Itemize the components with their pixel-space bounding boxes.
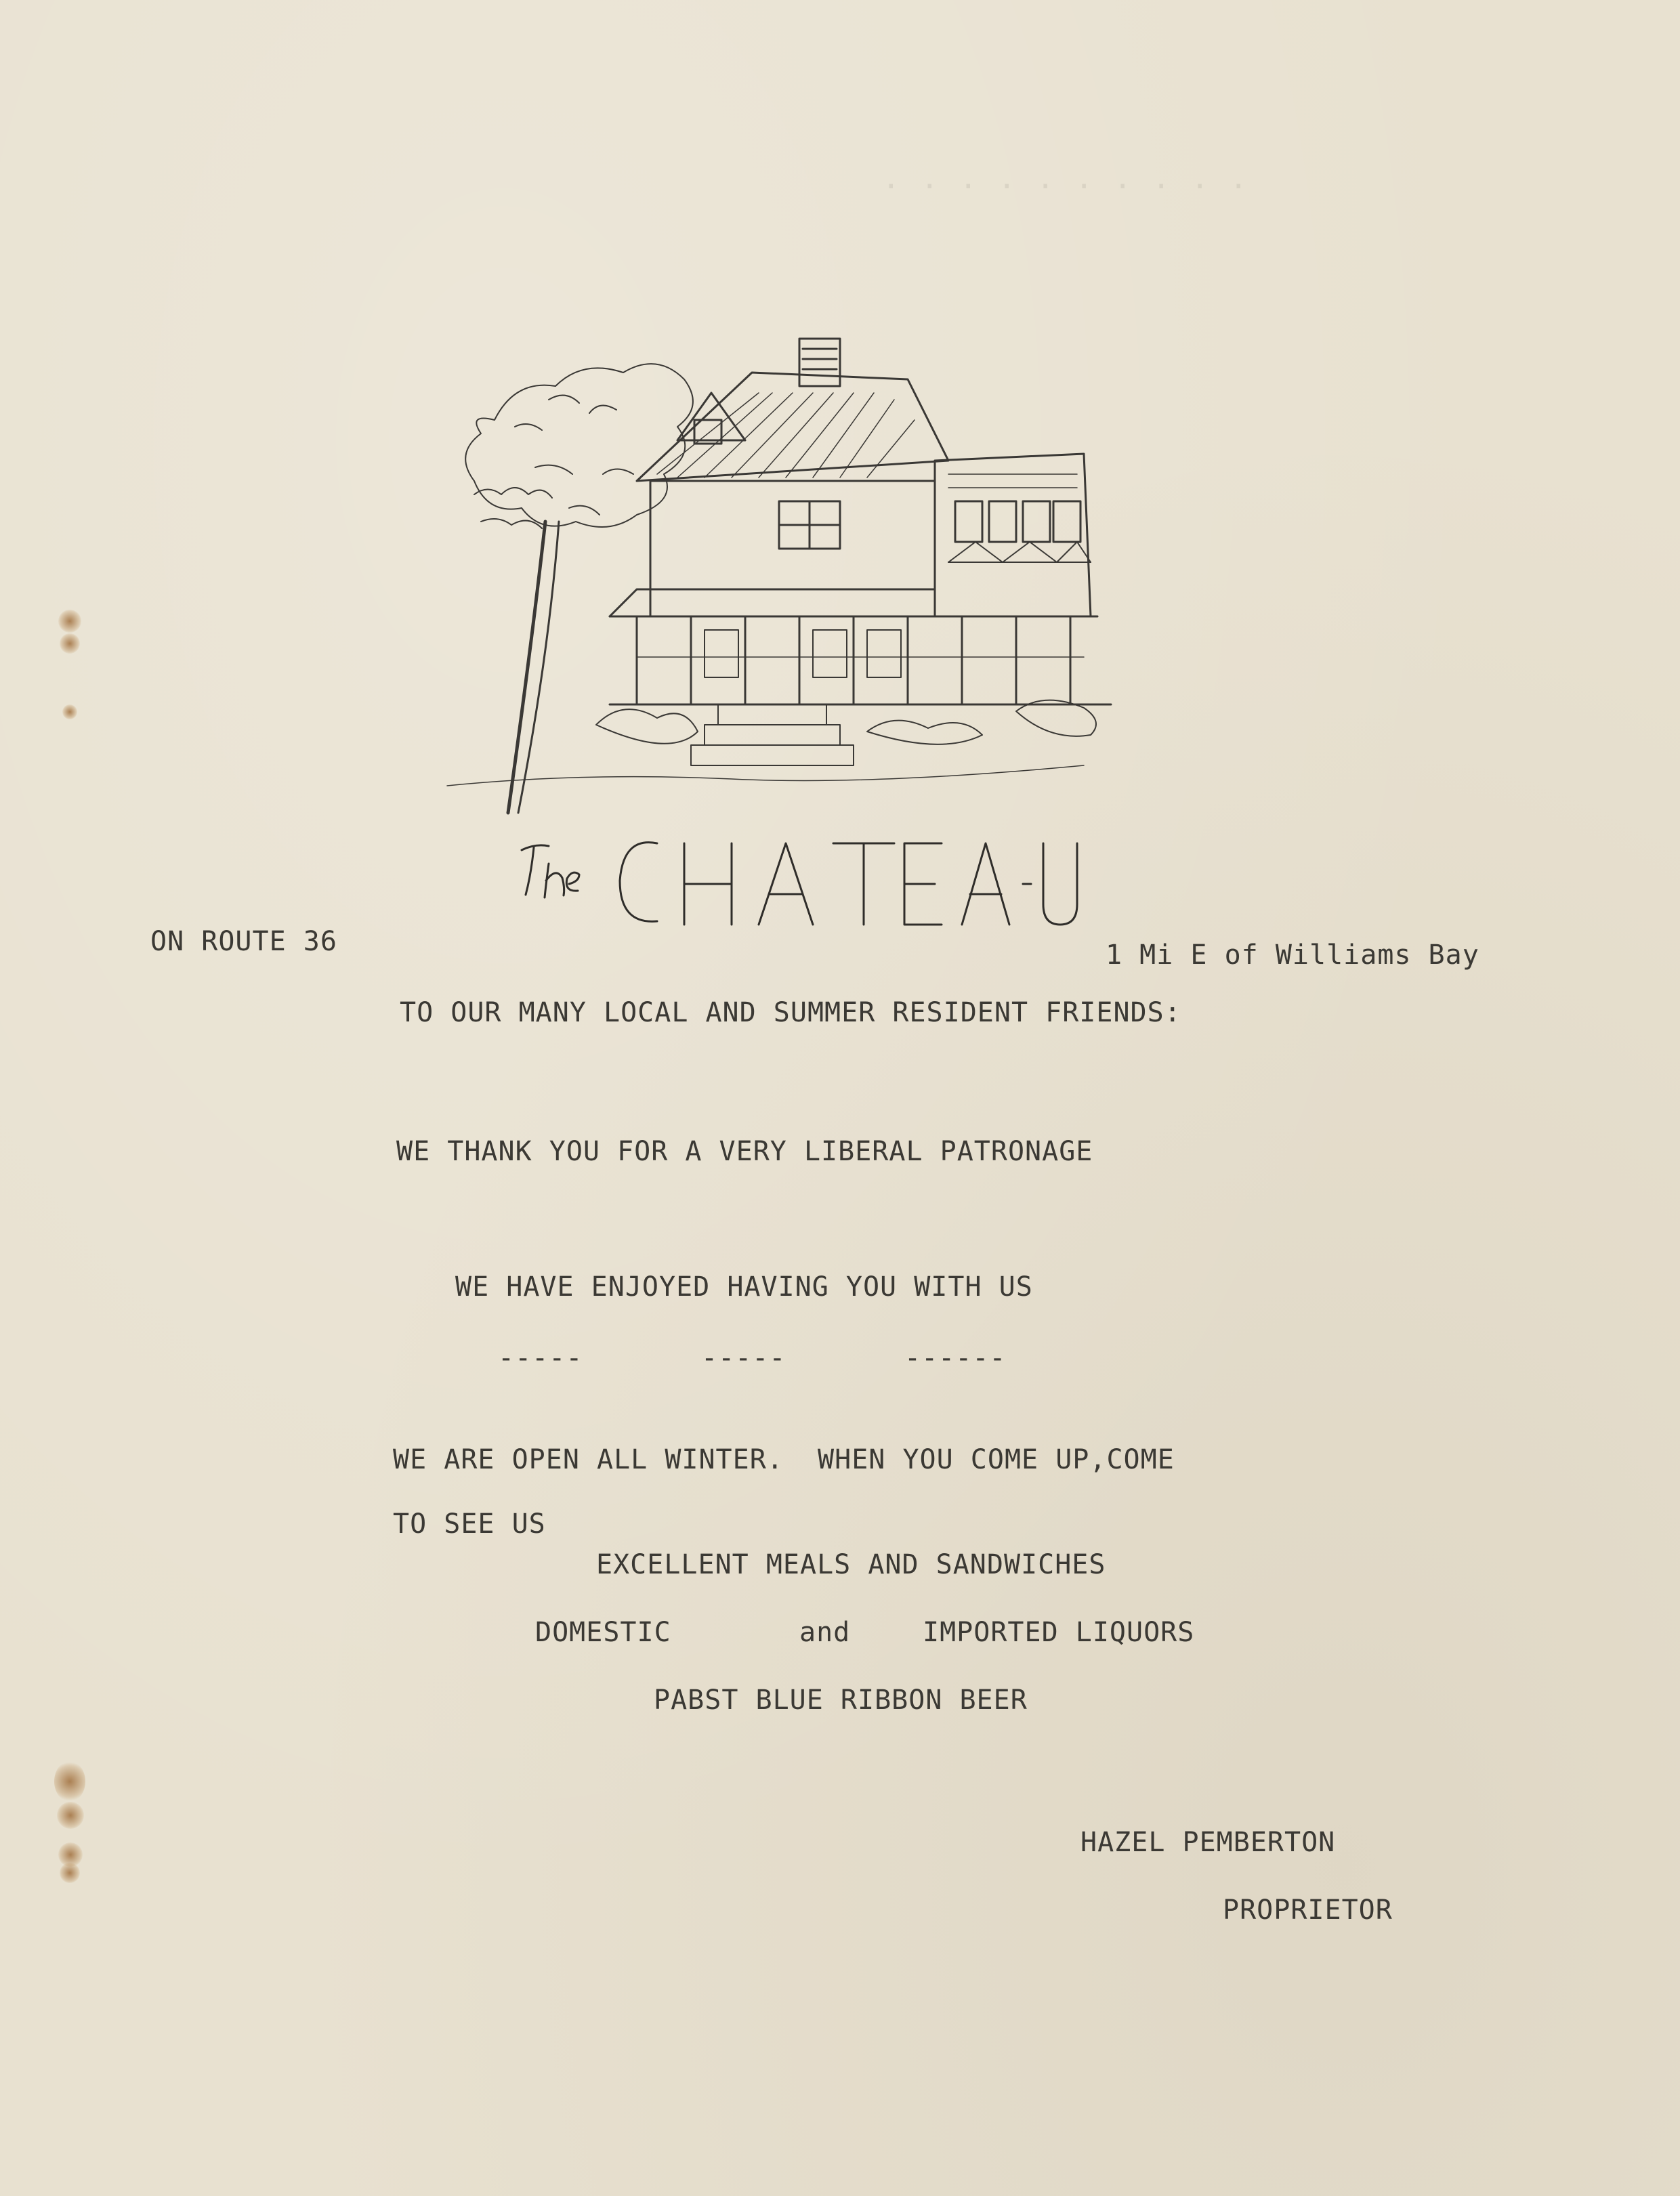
binder-hole-stain bbox=[54, 1761, 85, 1802]
meals-line: EXCELLENT MEALS AND SANDWICHES bbox=[596, 1549, 1106, 1580]
binder-hole-stain bbox=[60, 633, 80, 654]
greeting-line: TO OUR MANY LOCAL AND SUMMER RESIDENT FRIENDS: bbox=[400, 997, 1181, 1028]
beer-line: PABST BLUE RIBBON BEER bbox=[654, 1685, 1028, 1716]
binder-hole-stain bbox=[57, 1802, 84, 1829]
separator-dashes: ----- bbox=[701, 1343, 786, 1374]
and-label: and bbox=[799, 1617, 851, 1648]
route-label: ON ROUTE 36 bbox=[150, 926, 337, 957]
proprietor-name: HAZEL PEMBERTON bbox=[1080, 1827, 1336, 1858]
location-label: 1 Mi E of Williams Bay bbox=[1106, 939, 1479, 971]
binder-hole-stain bbox=[58, 610, 81, 633]
chateau-logo bbox=[501, 816, 1111, 945]
binder-hole-stain bbox=[60, 1863, 80, 1883]
bleed-through-text: · · · · · · · · · · bbox=[881, 169, 1248, 204]
separator-dashes: ----- bbox=[498, 1343, 583, 1374]
enjoyed-line: WE HAVE ENJOYED HAVING YOU WITH US bbox=[455, 1271, 1033, 1303]
chateau-logo-drawing bbox=[501, 816, 1111, 945]
separator-dashes: ------ bbox=[904, 1343, 1007, 1374]
see-us-line: TO SEE US bbox=[393, 1508, 546, 1540]
imported-label: IMPORTED LIQUORS bbox=[923, 1617, 1195, 1648]
open-winter-line: WE ARE OPEN ALL WINTER. WHEN YOU COME UP,COME bbox=[393, 1444, 1175, 1475]
binder-hole-stain bbox=[62, 704, 77, 719]
house-illustration bbox=[434, 318, 1206, 820]
domestic-label: DOMESTIC bbox=[535, 1617, 671, 1648]
proprietor-title: PROPRIETOR bbox=[1223, 1895, 1393, 1926]
thanks-line: WE THANK YOU FOR A VERY LIBERAL PATRONAGE bbox=[396, 1136, 1093, 1167]
